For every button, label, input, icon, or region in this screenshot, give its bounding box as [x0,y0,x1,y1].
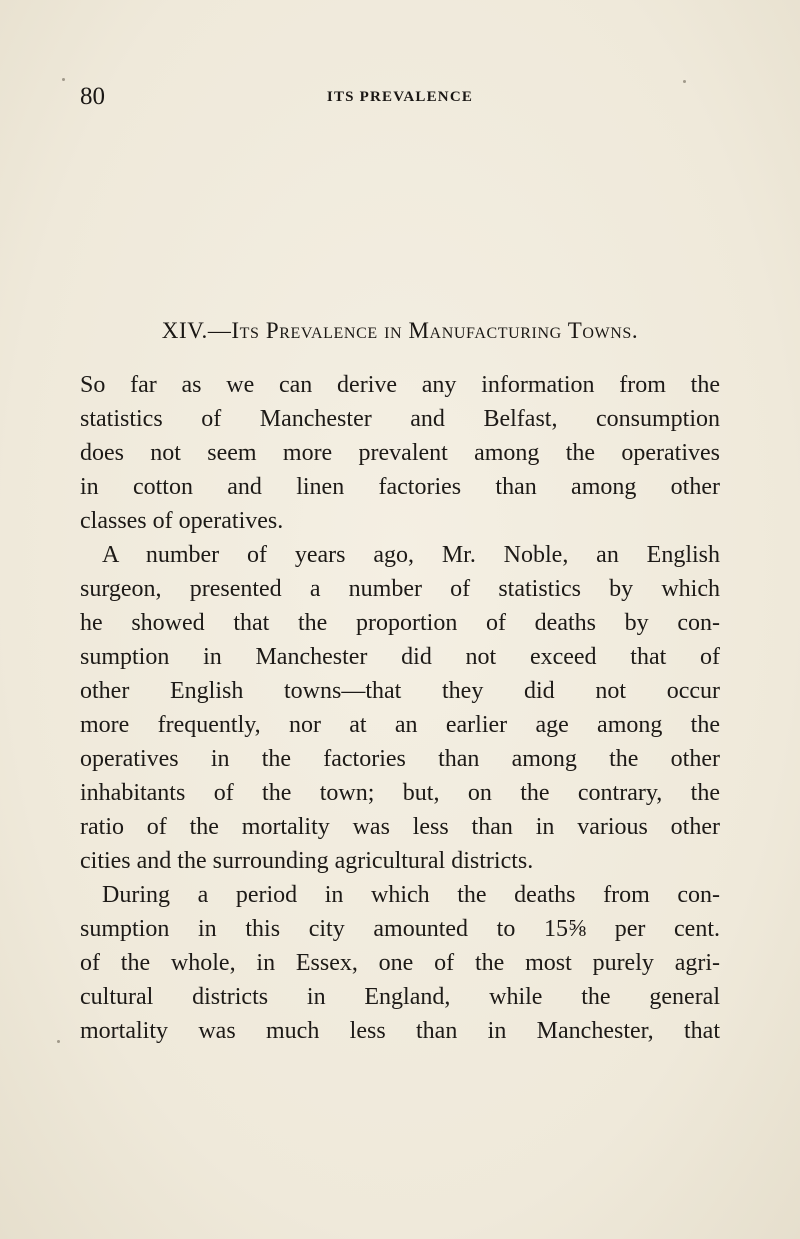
text-line: sumption in this city amounted to 15⅝ per cent. [80,916,720,942]
text-line: sumption in Manchester did not exceed that of [80,644,720,670]
section-heading: XIV.—Its Prevalence in Manufacturing Towns. [161,318,639,343]
text-line: operatives in the factories than among the other [80,746,720,772]
running-head [80,82,720,112]
text-line: does not seem more prevalent among the operatives [80,440,720,466]
text-line: other English towns—that they did not occur [80,678,720,704]
page-number: 80 [80,83,105,110]
text-line: cultural districts in England, while the general [80,984,720,1010]
text-line: statistics of Manchester and Belfast, consumption [80,406,720,432]
text-line: During a period in which the deaths from con- [102,882,720,908]
text-line: surgeon, presented a number of statistics by which [80,576,720,602]
text-line: in cotton and linen factories than among other [80,474,720,500]
paper-speck [57,1040,60,1043]
running-title: ITS PREVALENCE [326,89,474,105]
text-line: he showed that the proportion of deaths by con- [80,610,720,636]
text-line: mortality was much less than in Manchester, that [80,1018,720,1044]
text-line: So far as we can derive any information from the [80,372,720,398]
body-text [80,368,720,1048]
text-line: classes of operatives. [80,508,284,534]
text-line: inhabitants of the town; but, on the contrary, the [80,780,720,806]
paper-speck [62,78,65,81]
paper-speck [683,80,686,83]
text-line: A number of years ago, Mr. Noble, an English [102,542,720,568]
text-line: of the whole, in Essex, one of the most purely agri- [80,950,720,976]
text-line: cities and the surrounding agricultural districts. [80,848,534,874]
text-line: more frequently, nor at an earlier age among the [80,712,720,738]
text-line: ratio of the mortality was less than in various other [80,814,720,840]
